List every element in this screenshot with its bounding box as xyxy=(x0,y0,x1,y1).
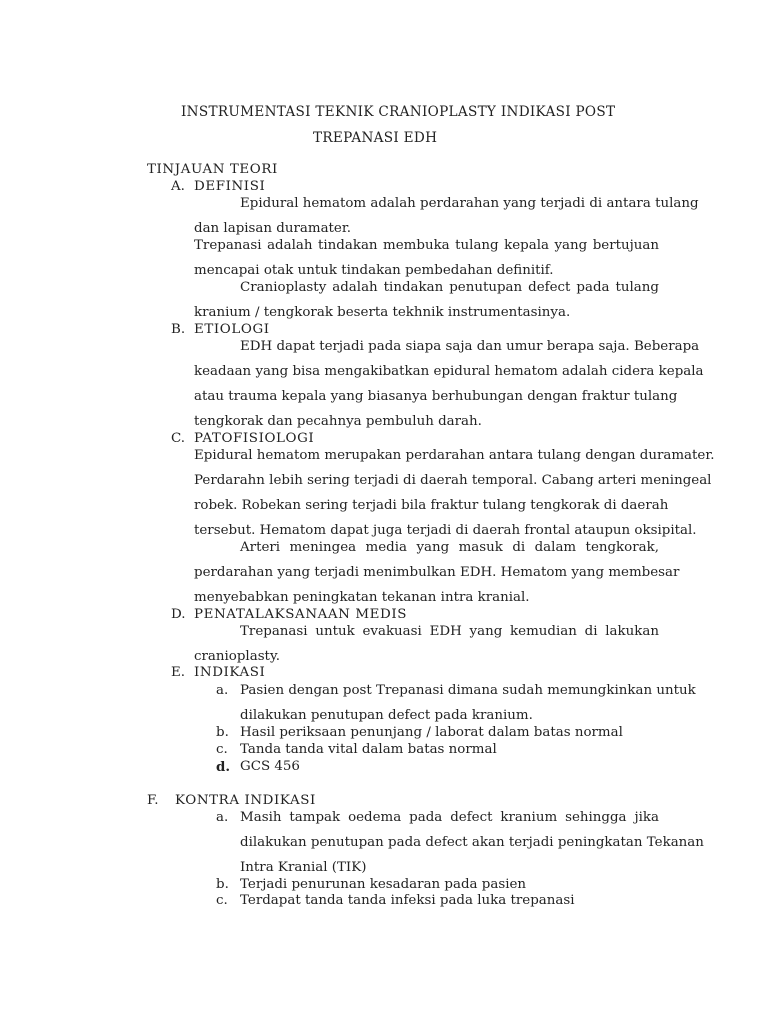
kontra-item-a-line-3: Intra Kranial (TIK) xyxy=(240,860,367,875)
definisi-line-2: dan lapisan duramater. xyxy=(194,221,352,236)
etiologi-line-4: tengkorak dan pecahnya pembuluh darah. xyxy=(194,414,482,429)
definisi-line-3: Trepanasi adalah tindakan membuka tulang kepala yang bertujuan xyxy=(194,238,659,253)
section-a-marker: A. xyxy=(171,179,185,194)
section-d-heading: PENATALAKSANAAN MEDIS xyxy=(194,607,408,622)
section-c-heading: PATOFISIOLOGI xyxy=(194,431,315,446)
kontra-item-c-text: Terdapat tanda tanda infeksi pada luka trepanasi xyxy=(240,893,575,908)
indikasi-item-b-marker: b. xyxy=(216,725,229,740)
patofisiologi-line-3: robek. Robekan sering terjadi bila fraktur tulang tengkorak di daerah xyxy=(194,498,669,513)
section-b-marker: B. xyxy=(171,322,186,337)
section-f-heading: KONTRA INDIKASI xyxy=(175,793,316,808)
kontra-item-b-marker: b. xyxy=(216,877,229,892)
patofisiologi-line-7: menyebabkan peningkatan tekanan intra kranial. xyxy=(194,590,530,605)
penatalaksanaan-line-2: cranioplasty. xyxy=(194,649,280,664)
indikasi-item-d-text: GCS 456 xyxy=(240,759,300,774)
patofisiologi-line-5: Arteri meningea media yang masuk di dalam tengkorak, xyxy=(240,540,659,555)
section-a-heading: DEFINISI xyxy=(194,179,266,194)
kontra-item-b-text: Terjadi penurunan kesadaran pada pasien xyxy=(240,877,527,892)
kontra-item-a-line-1: Masih tampak oedema pada defect kranium sehingga jika xyxy=(240,810,659,825)
indikasi-item-a-marker: a. xyxy=(216,683,229,698)
patofisiologi-line-1: Epidural hematom merupakan perdarahan antara tulang dengan duramater. xyxy=(194,448,715,463)
patofisiologi-line-2: Perdarahn lebih sering terjadi di daerah temporal. Cabang arteri meningeal xyxy=(194,473,712,488)
definisi-line-6: kranium / tengkorak beserta tekhnik instrumentasinya. xyxy=(194,305,571,320)
indikasi-item-d-marker: d. xyxy=(216,759,231,775)
section-e-marker: E. xyxy=(171,665,186,680)
section-c-marker: C. xyxy=(171,431,186,446)
indikasi-item-a-line-1: Pasien dengan post Trepanasi dimana sudah memungkinkan untuk xyxy=(240,683,696,698)
definisi-line-1: Epidural hematom adalah perdarahan yang terjadi di antara tulang xyxy=(240,196,699,211)
kontra-item-a-line-2: dilakukan penutupan pada defect akan terjadi peningkatan Tekanan xyxy=(240,835,704,850)
section-f-marker: F. xyxy=(147,793,159,808)
definisi-line-5: Cranioplasty adalah tindakan penutupan defect pada tulang xyxy=(240,280,659,295)
etiologi-line-1: EDH dapat terjadi pada siapa saja dan umur berapa saja. Beberapa xyxy=(240,339,700,354)
patofisiologi-line-6: perdarahan yang terjadi menimbulkan EDH. Hematom yang membesar xyxy=(194,565,680,580)
indikasi-item-a-line-2: dilakukan penutupan defect pada kranium. xyxy=(240,708,533,723)
document-title-line-2: TREPANASI EDH xyxy=(313,130,438,146)
section-e-heading: INDIKASI xyxy=(194,665,266,680)
definisi-line-4: mencapai otak untuk tindakan pembedahan definitif. xyxy=(194,263,554,278)
indikasi-item-c-text: Tanda tanda vital dalam batas normal xyxy=(240,742,497,757)
kontra-item-a-marker: a. xyxy=(216,810,229,825)
section-b-heading: ETIOLOGI xyxy=(194,322,270,337)
kontra-item-c-marker: c. xyxy=(216,893,228,908)
indikasi-item-c-marker: c. xyxy=(216,742,228,757)
section-d-marker: D. xyxy=(171,607,186,622)
etiologi-line-2: keadaan yang bisa mengakibatkan epidural hematom adalah cidera kepala xyxy=(194,364,704,379)
etiologi-line-3: atau trauma kepala yang biasanya berhubungan dengan fraktur tulang xyxy=(194,389,678,404)
penatalaksanaan-line-1: Trepanasi untuk evakuasi EDH yang kemudian di lakukan xyxy=(240,624,659,639)
document-title-line-1: INSTRUMENTASI TEKNIK CRANIOPLASTY INDIKASI POST xyxy=(181,104,616,120)
section-heading: TINJAUAN TEORI xyxy=(147,162,278,177)
patofisiologi-line-4: tersebut. Hematom dapat juga terjadi di daerah frontal ataupun oksipital. xyxy=(194,523,697,538)
indikasi-item-b-text: Hasil periksaan penunjang / laborat dalam batas normal xyxy=(240,725,623,740)
